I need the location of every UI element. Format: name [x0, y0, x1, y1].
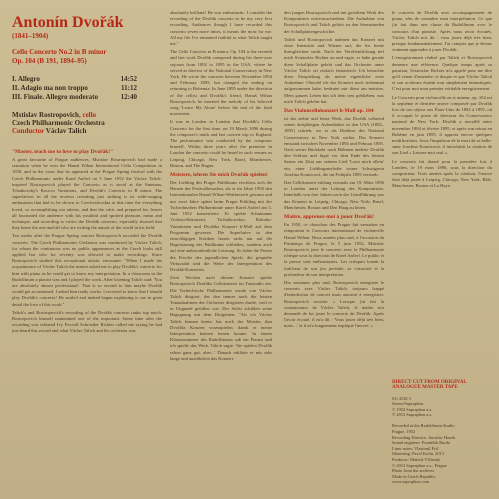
work-title: Cello Concerto No.2 in B minor [12, 48, 107, 56]
soloist-role: cello [82, 111, 97, 119]
paragraph: absolutely brilliant! He was enthusiastic. I consider the recording of the Dvořák concerto to be my very first recording. Audiences though I have recorded this concerto seven more times, it means the most for me. All my life I've remained faithful to what Talich taught me." [170, 10, 272, 47]
credit-line: Prague, 1952 [392, 429, 416, 435]
credit-line: Sound engineer: František Burda [392, 440, 450, 446]
movement-item [12, 75, 137, 84]
movement-item [12, 93, 137, 102]
paragraph: The Cello Concerto in B minor, Op. 104 is the seventh and last work Dvořák composed during his three-year sojourn from 1892 to 1895 in the USA, where he served as director of the National Conservatory in New York. He wrote the concerto between November 1894 and February 1895, but changed the ending on returning to Bohemia. In June 1895 under the direction of the cellist and Dvořák's friend, Hanuš Wihan Rostropovich, he inserted the melody of his beloved song 'Leave Me Alone' before the end of the final movement. [170, 49, 272, 117]
paragraph: Le concerto fut donné pour la première fois à Londres, le 19 mars 1896, sous la direction du compositeur. Trois années après la création, l'œuvre était déjà jouée à Leipzig, Chicago, New York, Bâle, Manchester, Boston et La Haye. [392, 158, 492, 189]
soloist-name: Mstislav Rostropovich [12, 111, 79, 119]
paragraph: Zwei Wochen nach diesem Konzert spielte Rostropovich Dvořáks Cellokonzert im Tonstudio ein. Die Tschechische Philharmonie wurde von Václav Talich dirigiert, der den immer noch die letzten Tonaufnahmen der Orchester dirigieren durfte, weil er in Ungnade gefallen war. Der Solist schildert seine Begegnung mit dem Dirigenten: "Als ich Václav Talich kennen lernte, bat mich der Meister, ihm Dvořáks Konzert vorzuspielen, damit er meine Interpretation kennen lernen konnte. In einem Klassenzimmer des Rudolfinums saß ein Pianist und ich spielte das Werk. Talich sagte: 'Sie spielen Dvořák schon ganz gut, aber...' Danach erklärte er mir sehr lange und ausführlich das Konzert. [170, 275, 272, 361]
credit-line: SU 4138-1 [392, 395, 412, 401]
credit-line: Recording Director: Jaroslav Hozek [392, 434, 456, 440]
orchestra-name: Czech Philharmonic Orchestra [12, 119, 105, 127]
paragraph: Ten weeks after the Prague Spring concert Rostropovich recorded the Dvořák concerto. The Czech Philharmonic Orchestra was conducted by Václav Talich, for whom the continuous was no public appearances as the Czech looks still applied but who for seventy was allowed to make recordings. Since Rostropovich studied this exceptional artistic encounter: "When I made the acquaintance of Václav Talich the master asked me to play Dvořák's concerto for him with piano as he could get to know my interpretation. In a classroom in the Rudolfinum a pianist was and I played the work. After listening Talich said: 'You are absolutely almost professional'. That is so second to him maybe Dvořák would get accustomed. I asked him ready works. I received to know that I should play Dvořák's concerto! He smiled and indeed began explaining to me in great detail the love of this work." [12, 233, 162, 307]
section-heading: "Master, teach me to love to play Dvořák!" [12, 149, 114, 155]
column-1 [12, 10, 162, 493]
credit-line: Photo from the archives [392, 468, 435, 474]
column-3 [284, 10, 384, 493]
conductor-label: Conductor [12, 127, 45, 135]
english-notes [12, 149, 162, 335]
movement-time: 12:40 [120, 93, 137, 101]
paragraph: Le Concerto pour violoncelle en si mineur, op. 104 est la septième et dernière œuvre composée par Dvořák lors de son séjour aux États-Unis de 1892 à 1895, où il occupait le poste de directeur du Conservatoire national de New York. Dvořák a travaillé entre novembre 1894 et février 1895, et après son retour en Bohême en juin 1895, il apporta encore quelques modifications. Sous l'impulsion de la mort de sa belle-sœur Josefina Kounicová, il introduisit la citation de son Lied « Laissez-moi seul ». [392, 94, 492, 156]
paragraph: Talich und Rostropovich nahmen das Konzert mit einer Intensität und Wärme auf, die bis heute ihresgleichen sucht. Nach der Veröffentlichung rief mich Sviatoslav Richter an und sagte, er habe gerade diese Schallplatte gehört und das Orchester unter Václav Talich sei einfach fantastisch. Ich betrachte diese Einspielung als meine eigentliche erste Aufnahme. Obwohl ich das Konzert noch siebenmal aufgenommen habe, bedeutet mir diese am meisten. Mein ganzes Leben bin ich dem treu geblieben, was mich Talich gelehrt hat. [284, 36, 384, 104]
tape-notice: DIRECT CUT FROM ORIGINAL ANALOGUE MASTER TAPE [392, 379, 467, 390]
credit-line: www.supraphon.com [392, 479, 430, 485]
conductor-name: Václav Talich [45, 127, 87, 135]
movement-item [12, 84, 137, 93]
credit-line: Made in Czech Republic [392, 473, 436, 479]
paragraph: A great favourite of Prague audiences, Mstislav Rostropovich had made a sensation when he won the Hanuš Wihan International Cello Competition in 1950, and in the years that he appeared at the Prague Spring festival with the Czech Philharmonic under Karel Ančerl on 5 June 1952 the Väclav Talich-inspired Rostropovich played the Concerto as it stood at the Smetana, Tchaikovsky's Rococo Variations, and Dvořák's Concerto in B minor. The superlatives in all the reviews revealing just striking is its wide-ranging enthusiasm that had to be shown to Czechoslovakia at that time the everything loved, so accomplishing our talents, and that the critic and prepared for, leaves all fascinated the audience with his youthful and spirited pleasure, mean and technique, and according to critics the Dvořák concerto, especially showed that they knew the one-and-all who are writing the annals of the world in his field. [12, 157, 162, 231]
paragraph: En 1950, ce chouchou des Prague fait sensation en remportant le Concours international de violoncelle Hanuš Wihan. Deux années plus tard, à l'occasion du Printemps de Prague, le 5 juin 1952, Mstislav Rostropovich joue le concerto avec la Philharmonie tchèque sous la direction de Karel Ančerl. Le public et la presse sont enthousiastes. Les critiques louent la fraîcheur de son jeu juvénile, sa virtuosité et la profondeur de son interprétation. [284, 222, 384, 277]
work-catalogue: Op. 104 (B 191, 1894–95) [12, 57, 87, 65]
performers: Mstislav Rostropovich, cello Czech Philharmonic Orchestra Conductor Václav Talich [12, 111, 162, 135]
paragraph: Dix semaines plus tard, Rostropovich enregistre le concerto avec Václav Talich, toujours frappé d'interdiction de concert mais autorisé à enregistrer. Rostropovich raconte: « Lorsque j'ai fait la connaissance de Václav Talich, le maître m'a demandé de lui jouer le concerto de Dvořák. Après l'avoir écouté, il m'a dit : 'Vous jouez déjà très bien, mais…' et il m'a longuement expliqué l'œuvre. » [284, 279, 384, 329]
credit-line: Mastering: Pavel Kolín, 2013 [392, 451, 444, 457]
paragraph: Das Cellokonzert erklang erstmals am 19. März 1896 in London unter der Leitung des Komponisten. Innerhalb von drei Jahren nach der Uraufführung war das Konzert in Leipzig, Chicago, New York, Basel, Manchester, Boston und Den Haag zu hören. [284, 180, 384, 210]
credit-line: Stereo/Supraphon [392, 401, 424, 407]
release-credits [392, 380, 492, 486]
paragraph: ist das siebte und letzte Werk, das Dvořák während seines dreijährigen Aufenthaltes in den USA (1892–1895) schrieb, wo er als Direktor des National Conservatory in New York wirkte. Das Konzert entstand zwischen November 1894 und Februar 1895. Nach seiner Rückkehr nach Böhmen änderte Dvořák den Schluss und fügte vor dem Ende des letzten Satzes ein Zitat aus seinem Lied 'Lasst mich allein' ein, einer Lieblingsmelodie seiner Schwägerin Josefina Kounicová, die im Frühjahr 1895 verstarb. [284, 116, 384, 177]
credit-lines [392, 396, 492, 486]
paragraph: Talich's and Rostropovich's recording of the Dvořák concerto ranks top notch. Rostropovich himself maintained one of the important. Some time after the recording was released Ivy Fircroll Schroeder Richter called me saying he had just heard this record and what Václav Talich and his orchestra was [12, 309, 162, 334]
paragraph: Der Liebling des Prager Publikums erschloss sich die Herzen der Festivalbesucher, als er im Jahre 1950 den Internationalen Hanuš-Wihan-Wettbewerb gewann und nur zwei Jahre später beim Prager Frühling mit der Tschechischen Philharmonie unter Karel Ančerl am 5. Juni 1952 konzertierte. Er spielte Schumanns Violoncellokonzert, Tschaikowskys Rokoko-Variationen und Dvořáks Konzert h-Moll auf dem Programm gewesen. Die Superlative in den einschlägigen Kritiken lassen nicht nur auf die Begeisterung des Publikums schließen, sondern auch auf eine außerordentliche Leistung. So lobte die Presse die Frische des jugendlichen Spiels, die gespielte Virtuosität und die Weite der Interpretation des Dvořák-Konzertes. [170, 180, 272, 272]
section-heading-french: Maître, apprenez-moi à jouer Dvořák! [284, 214, 374, 221]
paragraph: It was in London in London that Dvořák's Cello Concerto for the first time, on 19 March 1896 during the composer's ninth and last concert trip to England. The performance was conducted by the composer himself. Within three years after the premiere in London the concerto could be heard in such venues as Leipzig, Chicago, New York, Basel, Manchester, Boston, and The Hague. [170, 119, 272, 168]
credit-line: ℗ 2013 Supraphon a.s. [392, 412, 433, 418]
column-4 [392, 10, 492, 493]
credit-line: Liner notes: Vlastimil Frič [392, 445, 439, 451]
credit-line: Producer: Matouš Vlčinský [392, 457, 441, 463]
movement-label: I. Allegro [12, 75, 40, 83]
column-2 [170, 10, 272, 493]
credit-line: Recorded at the Rudolfinum Studio [392, 423, 455, 429]
movement-list [12, 75, 162, 102]
movement-label: II. Adagio ma non troppo [12, 84, 88, 92]
movement-time: 11:12 [121, 84, 137, 92]
credit-line: © 2013 Supraphon a.s., Prague [392, 462, 447, 468]
movement-label: III. Finale. Allegro moderato [12, 93, 99, 101]
composer-name: Antonín Dvořák [12, 14, 124, 31]
paragraph: L'enregistrement réalisé par Talich et Rostropovich demeure une référence. Quelque temps après sa parution, Sviatoslav Richter m'a appelé pour me dire qu'il venait d'entendre ce disque et que Václav Talich et son orchestre étaient tout simplement fantastiques. C'est pour moi mon premier véritable enregistrement. [392, 55, 492, 92]
paragraph: le concerto de Dvořák avec accompagnement de piano, afin de connaître mon interprétation. Ce que j'ai fait dans une classe du Rudolfinum avec le concours d'un pianiste. Après nous avoir écoutés, Václav Talich m'a dit : vous jouez déjà très bien, presque fondamentalement. J'ai compris que je devais vraiment apprendre à jouer Dvořák. [392, 10, 492, 53]
section-heading-german-2: Das Violoncellokonzert h-Moll op. 104 [284, 108, 374, 115]
composer-dates: (1841–1904) [12, 32, 49, 40]
section-heading-german: Meistere, lehren Sie mich Dvořák spielen! [170, 172, 268, 179]
paragraph: den jungen Rostropovich und mit geteiltem Werk des Komponisten weiterzuschreiben. Die Aufnahme von Rostropovich und Talich gehört zu den Sternstunden der Schallplattengeschichte. [284, 10, 384, 34]
movement-time: 14:52 [120, 75, 137, 83]
credit-line: © 1952 Supraphon a.s. [392, 406, 433, 412]
